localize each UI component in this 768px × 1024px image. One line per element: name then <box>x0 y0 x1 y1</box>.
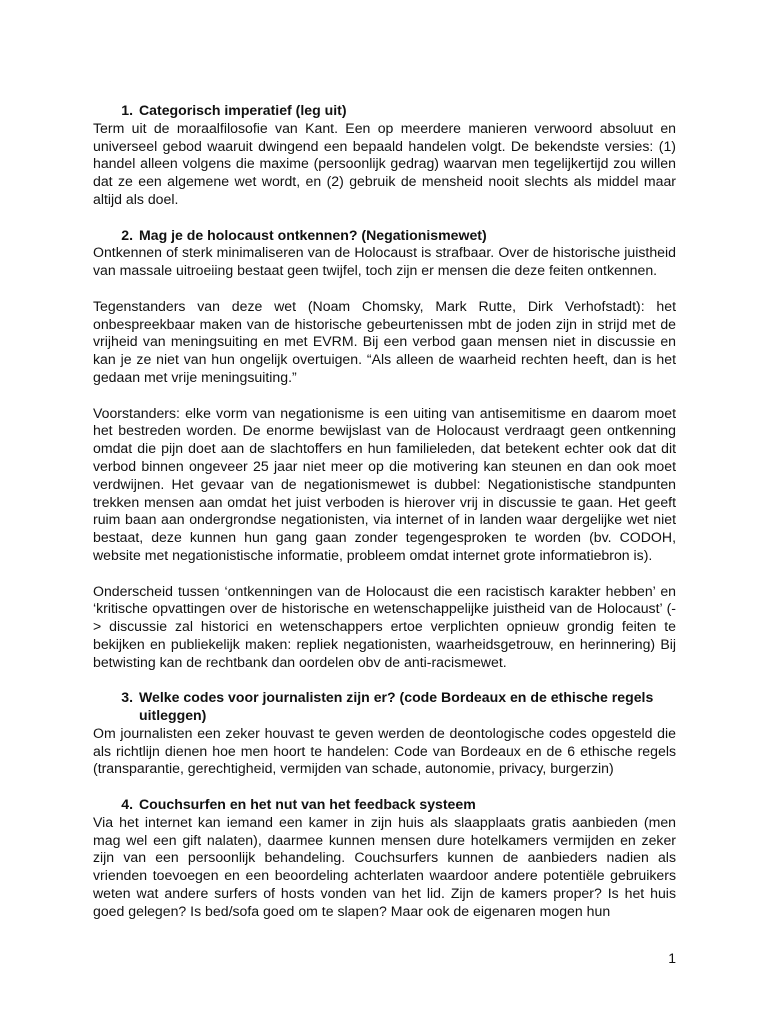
section-1-number: 1. <box>121 102 133 118</box>
spacer <box>93 209 676 227</box>
section-2-number: 2. <box>121 226 133 243</box>
spacer <box>93 778 676 796</box>
section-3-paragraph-1: Om journalisten een zeker houvast te geven werden de deontologische codes opgesteld die als richtlijn dienen hoe men hoort te handelen: Code van Bordeaux en de 6 ethische regels (transparantie, gerechtigheid, vermijden van schade, autonomie, privacy, burgerzin) <box>93 724 676 777</box>
section-2-heading <box>93 227 676 245</box>
spacer <box>93 280 676 298</box>
section-4-title: Couchsurfen en het nut van het feedback systeem <box>139 796 476 813</box>
document-body <box>93 102 676 921</box>
section-4-heading <box>93 796 676 814</box>
page-number: 1 <box>668 950 676 966</box>
section-2-paragraph-4: Onderscheid tussen ‘ontkenningen van de Holocaust die een racistisch karakter hebben’ en ‘kritische opvattingen over de historische en wetenschappelijke juistheid van de Holocaust’ (-> discussie zal historici en wetenschappers ertoe verplichten opnieuw grondig feiten te bekijken en publiekelijk maken: repliek negationisten, waarheidsgetrouw, en herinnering) Bij betwisting kan de rechtbank dan oordelen obv de anti-racismewet. <box>93 582 676 670</box>
section-3-title: Welke codes voor journalisten zijn er? (code Bordeaux en de ethische regels uitleggen) <box>139 689 654 724</box>
section-3-heading <box>93 689 676 725</box>
section-2-paragraph-3: Voorstanders: elke vorm van negationisme is een uiting van antisemitisme en daarom moet het bestreden worden. De enorme bewijslast van de Holocaust verdraagt geen ontkenning omdat die pijn doet aan de slachtoffers en hun familieleden, dat betekent echter ook dat dit verbod binnen ongeveer 25 jaar niet meer op die motivering kan steunen en dan ook moet verdwijnen. Het gevaar van de negationismewet is dubbel: Negationistische standpunten trekken mensen aan omdat het juist verboden is hierover vrij in discussie te gaan. Het geeft ruim baan aan ondergrondse negationisten, via internet of in landen waar dergelijke wet niet bestaat, deze kunnen hun gang gaan zonder tegengesproken te worden (bv. CODOH, website met negationistische informatie, probleem omdat internet grote informatiebron is). <box>93 404 676 563</box>
section-4-paragraph-1: Via het internet kan iemand een kamer in zijn huis als slaapplaats gratis aanbieden (men mag wel een gift nalaten), daarmee kunnen mensen dure hotelkamers vermijden en zeker zijn van een persoonlijk behandeling. Couchsurfers kunnen de aanbieders nadien als vrienden toevoegen en een beoordeling achterlaten waardoor andere potentiële gebruikers weten wat andere surfers of hosts vonden van het lid. Zijn de kamers proper? Is het huis goed gelegen? Is bed/sofa goed om te slapen? Maar ook de eigenaren mogen hun <box>93 813 676 919</box>
section-4-number: 4. <box>121 796 133 813</box>
section-2-title: Mag je de holocaust ontkennen? (Negationismewet) <box>139 226 487 243</box>
section-1-paragraph-1: Term uit de moraalfilosofie van Kant. Een op meerdere manieren verwoord absoluut en universeel gebod waaruit dwingend een bepaald handelen volgt. De bekendste versies: (1) handel alleen volgens die maxime (persoonlijk gedrag) waarvan men tegelijkertijd zou willen dat ze een algemene wet wordt, en (2) gebruik de mensheid nooit slechts als middel maar altijd als doel. <box>93 119 676 207</box>
section-2-paragraph-2: Tegenstanders van deze wet (Noam Chomsky, Mark Rutte, Dirk Verhofstadt): het onbespreekbaar maken van de historische gebeurtenissen mbt de joden zijn in strijd met de vrijheid van meningsuiting en met EVRM. Bij een verbod gaan mensen niet in discussie en kan je ze niet van hun ongelijk overtuigen. “Als alleen de waarheid rechten heeft, dan is het gedaan met vrije meningsuiting.” <box>93 297 676 385</box>
section-1-title: Categorisch imperatief (leg uit) <box>139 102 347 118</box>
spacer <box>93 565 676 583</box>
section-2-paragraph-1: Ontkennen of sterk minimaliseren van de Holocaust is strafbaar. Over de historische juistheid van massale uitroeiing bestaat geen twijfel, toch zijn er mensen die deze feiten ontkennen. <box>93 244 676 279</box>
section-1-heading <box>93 102 676 120</box>
spacer <box>93 387 676 405</box>
spacer <box>93 672 676 690</box>
section-3-number: 3. <box>121 689 133 706</box>
